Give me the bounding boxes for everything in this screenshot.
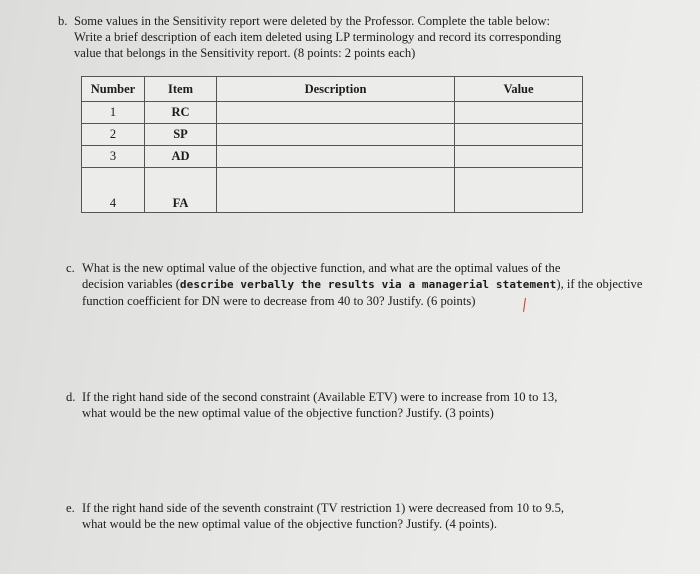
row-item: FA: [145, 168, 217, 213]
row-value-cell[interactable]: [455, 124, 583, 146]
header-description: Description: [217, 77, 455, 102]
question-b-letter: b.: [58, 14, 68, 28]
row-item: AD: [145, 146, 217, 168]
table-row: [82, 146, 583, 168]
question-c-line-1: What is the new optimal value of the objective function, and what are the optimal values of the: [82, 261, 561, 275]
question-d-line-1: If the right hand side of the second constraint (Available ETV) were to increase from 10 to 13,: [82, 390, 558, 404]
table-header-row: [82, 77, 583, 102]
row-description-cell[interactable]: [217, 146, 455, 168]
header-item: Item: [145, 77, 217, 102]
header-number: Number: [82, 77, 145, 102]
row-description-cell[interactable]: [217, 124, 455, 146]
question-b-line-3: value that belongs in the Sensitivity report. (8 points: 2 points each): [74, 46, 416, 60]
question-e-letter: e.: [66, 501, 75, 515]
row-number: 4: [82, 168, 145, 213]
row-value-cell[interactable]: [455, 146, 583, 168]
row-description-cell[interactable]: [217, 168, 455, 213]
table-row: [82, 102, 583, 124]
question-c-line-2-start: decision variables (: [82, 277, 180, 291]
row-number: 3: [82, 146, 145, 168]
row-number: 1: [82, 102, 145, 124]
question-c-line-3: function coefficient for DN were to decrease from 40 to 30? Justify. (6 points): [82, 294, 476, 308]
managerial-statement-emphasis: describe verbally the results via a managerial statement: [179, 278, 557, 291]
table-row: [82, 124, 583, 146]
question-e-line-1: If the right hand side of the seventh constraint (TV restriction 1) were decreased from 10 to 9.5,: [82, 501, 565, 515]
question-d-line-2: what would be the new optimal value of the objective function? Justify. (3 points): [82, 406, 494, 420]
question-b-line-1: Some values in the Sensitivity report were deleted by the Professor. Complete the table below:: [74, 14, 551, 28]
row-value-cell[interactable]: [455, 168, 583, 213]
row-item: SP: [145, 124, 217, 146]
question-d-letter: d.: [66, 390, 76, 404]
row-number: 2: [82, 124, 145, 146]
question-e-line-2: what would be the new optimal value of the objective function? Justify. (4 points).: [82, 517, 498, 531]
question-b-line-2: Write a brief description of each item deleted using LP terminology and record its corresponding: [74, 30, 562, 44]
question-c-line-2-end: ), if the objective: [556, 277, 643, 291]
row-description-cell[interactable]: [217, 102, 455, 124]
row-item: RC: [145, 102, 217, 124]
row-value-cell[interactable]: [455, 102, 583, 124]
header-value: Value: [455, 77, 583, 102]
table-row: [82, 168, 583, 213]
sensitivity-table: [81, 76, 583, 213]
question-c-line-2: [82, 276, 642, 293]
question-c-letter: c.: [66, 261, 75, 275]
